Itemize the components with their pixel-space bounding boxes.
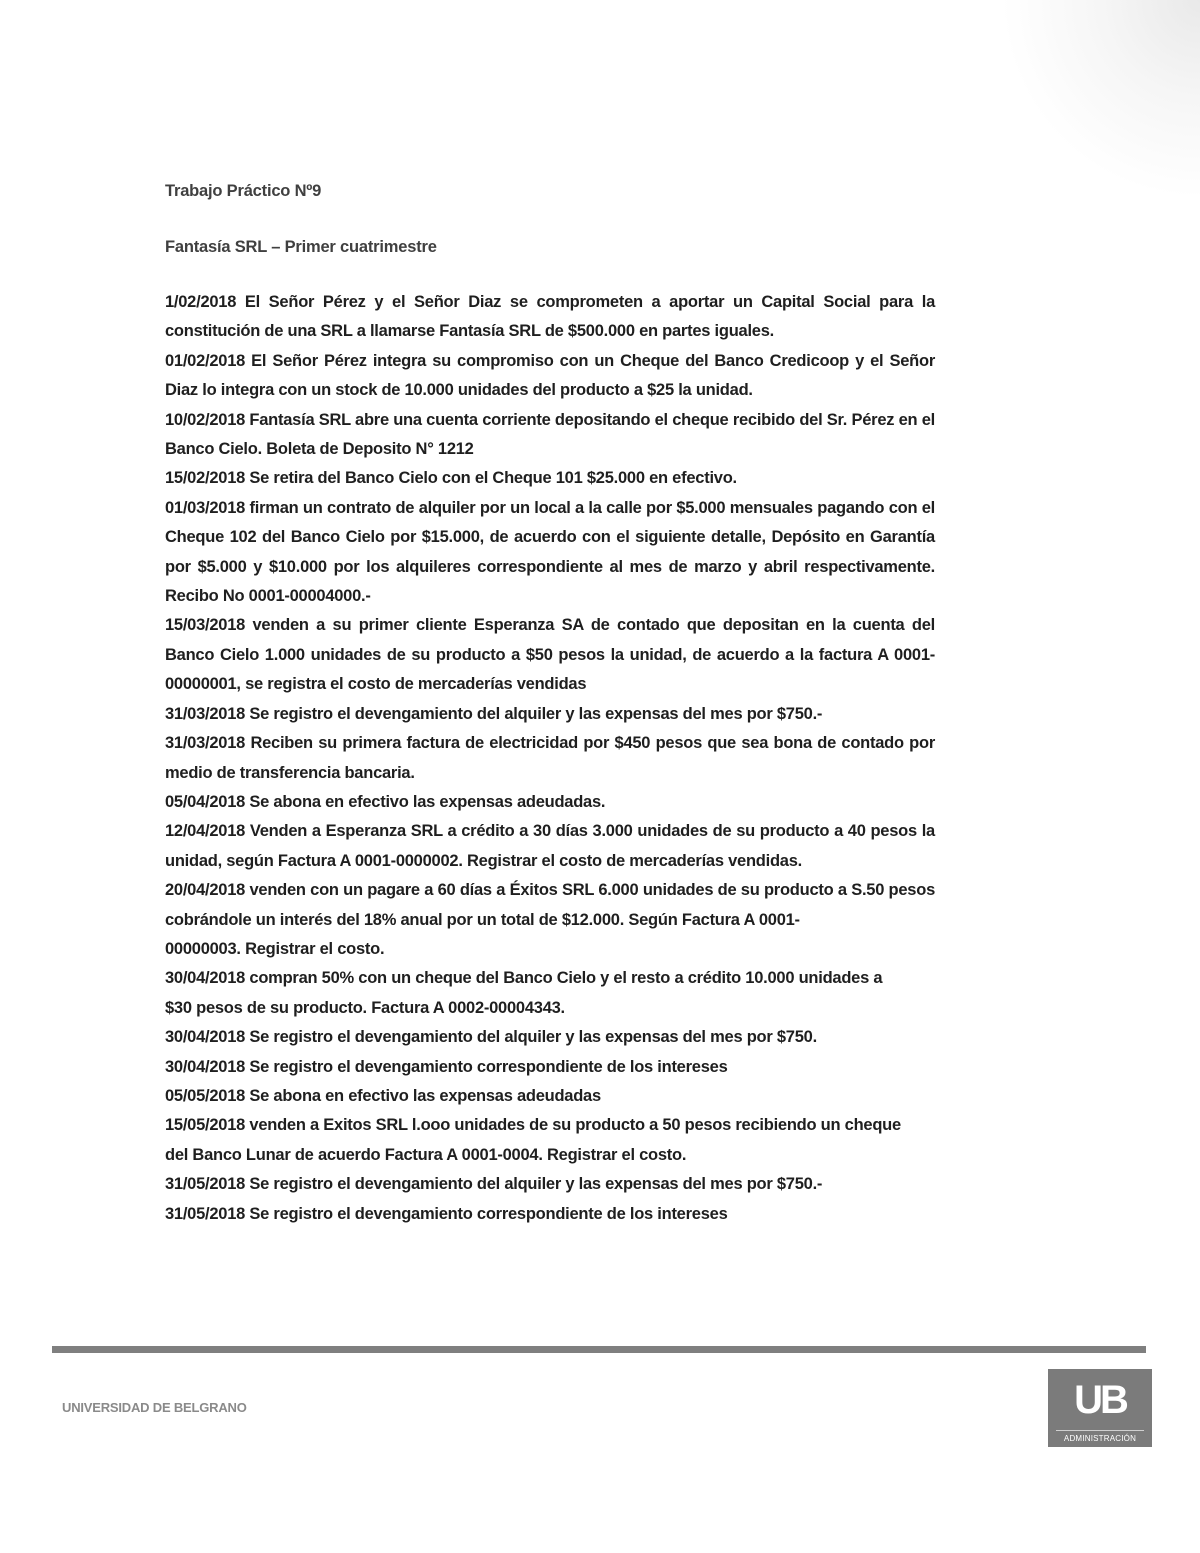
institution-name: UNIVERSIDAD DE BELGRANO — [62, 1400, 247, 1415]
paragraph: 31/03/2018 Reciben su primera factura de electricidad por $450 pesos que sea bona de contado por medio de transferencia bancaria. — [165, 734, 935, 782]
paragraph: 05/05/2018 Se abona en efectivo las expensas adeudadas — [165, 1086, 601, 1105]
document-body — [165, 178, 935, 1229]
paragraph: 15/03/2018 venden a su primer cliente Esperanza SA de contado que depositan en la cuenta del Banco Cielo 1.000 unidades de su producto a $50 pesos la unidad, de acuerdo a la factura A 0001-00000001, se registra el costo de mercaderías vendidas — [165, 616, 935, 694]
page-corner-shade — [1000, 0, 1200, 200]
logo-mark: UB — [1074, 1378, 1126, 1422]
paragraph: 1/02/2018 El Señor Pérez y el Señor Diaz se comprometen a aportar un Capital Social para la constitución de una SRL a llamarse Fantasía SRL de $500.000 en partes iguales. — [165, 293, 935, 341]
paragraph: 31/05/2018 Se registro el devengamiento del alquiler y las expensas del mes por $750.- — [165, 1175, 823, 1194]
paragraph: 05/04/2018 Se abona en efectivo las expensas adeudadas. — [165, 792, 606, 811]
paragraph: 15/02/2018 Se retira del Banco Cielo con el Cheque 101 $25.000 en efectivo. — [165, 469, 737, 488]
paragraph: 30/04/2018 Se registro el devengamiento correspondiente de los intereses — [165, 1057, 728, 1076]
paragraph: 10/02/2018 Fantasía SRL abre una cuenta corriente depositando el cheque recibido del Sr. Pérez en el Banco Cielo. Boleta de Deposito N° 1212 — [165, 410, 935, 459]
paragraph: 30/04/2018 Se registro el devengamiento del alquiler y las expensas del mes por $750. — [165, 1028, 817, 1047]
paragraph: 00000003. Registrar el costo. — [165, 939, 385, 958]
document-title: Trabajo Práctico Nº9 — [165, 182, 322, 200]
paragraph: 30/04/2018 compran 50% con un cheque del Banco Cielo y el resto a crédito 10.000 unidades a — [165, 969, 883, 988]
paragraph: 15/05/2018 venden a Exitos SRL l.ooo unidades de su producto a 50 pesos recibiendo un cheque — [165, 1116, 901, 1135]
footer-divider — [52, 1346, 1146, 1353]
paragraph: del Banco Lunar de acuerdo Factura A 0001-0004. Registrar el costo. — [165, 1145, 687, 1164]
logo-subtitle: ADMINISTRACIÓN — [1063, 1434, 1137, 1443]
paragraph: 31/05/2018 Se registro el devengamiento correspondiente de los intereses — [165, 1204, 728, 1223]
paragraph: 01/02/2018 El Señor Pérez integra su compromiso con un Cheque del Banco Credicoop y el Señor Diaz lo integra con un stock de 10.000 unidades del producto a $25 la unidad. — [165, 351, 935, 400]
ub-logo — [1048, 1369, 1152, 1447]
paragraph-list — [165, 288, 935, 1229]
paragraph: 31/03/2018 Se registro el devengamiento del alquiler y las expensas del mes por $750.- — [165, 704, 823, 723]
paragraph: 01/03/2018 firman un contrato de alquiler por un local a la calle por $5.000 mensuales pagando con el Cheque 102 del Banco Cielo por $15.000, de acuerdo con el siguiente detalle, Depósito en Garantía por $5.000 y $10.000 por los alquileres correspondiente al mes de marzo y abril respectivamente. Recibo No 0001-00004000.- — [165, 498, 935, 606]
paragraph: 20/04/2018 venden con un pagare a 60 días a Éxitos SRL 6.000 unidades de su producto a S.50 pesos cobrándole un interés del 18% anual por un total de $12.000. Según Factura A 0001- — [165, 881, 935, 929]
document-subtitle: Fantasía SRL – Primer cuatrimestre — [165, 238, 437, 256]
paragraph: 12/04/2018 Venden a Esperanza SRL a crédito a 30 días 3.000 unidades de su producto a 40 pesos la unidad, según Factura A 0001-0000002. Registrar el costo de mercaderías vendidas. — [165, 822, 935, 870]
paragraph: $30 pesos de su producto. Factura A 0002-00004343. — [165, 998, 565, 1017]
logo-divider — [1056, 1430, 1144, 1431]
